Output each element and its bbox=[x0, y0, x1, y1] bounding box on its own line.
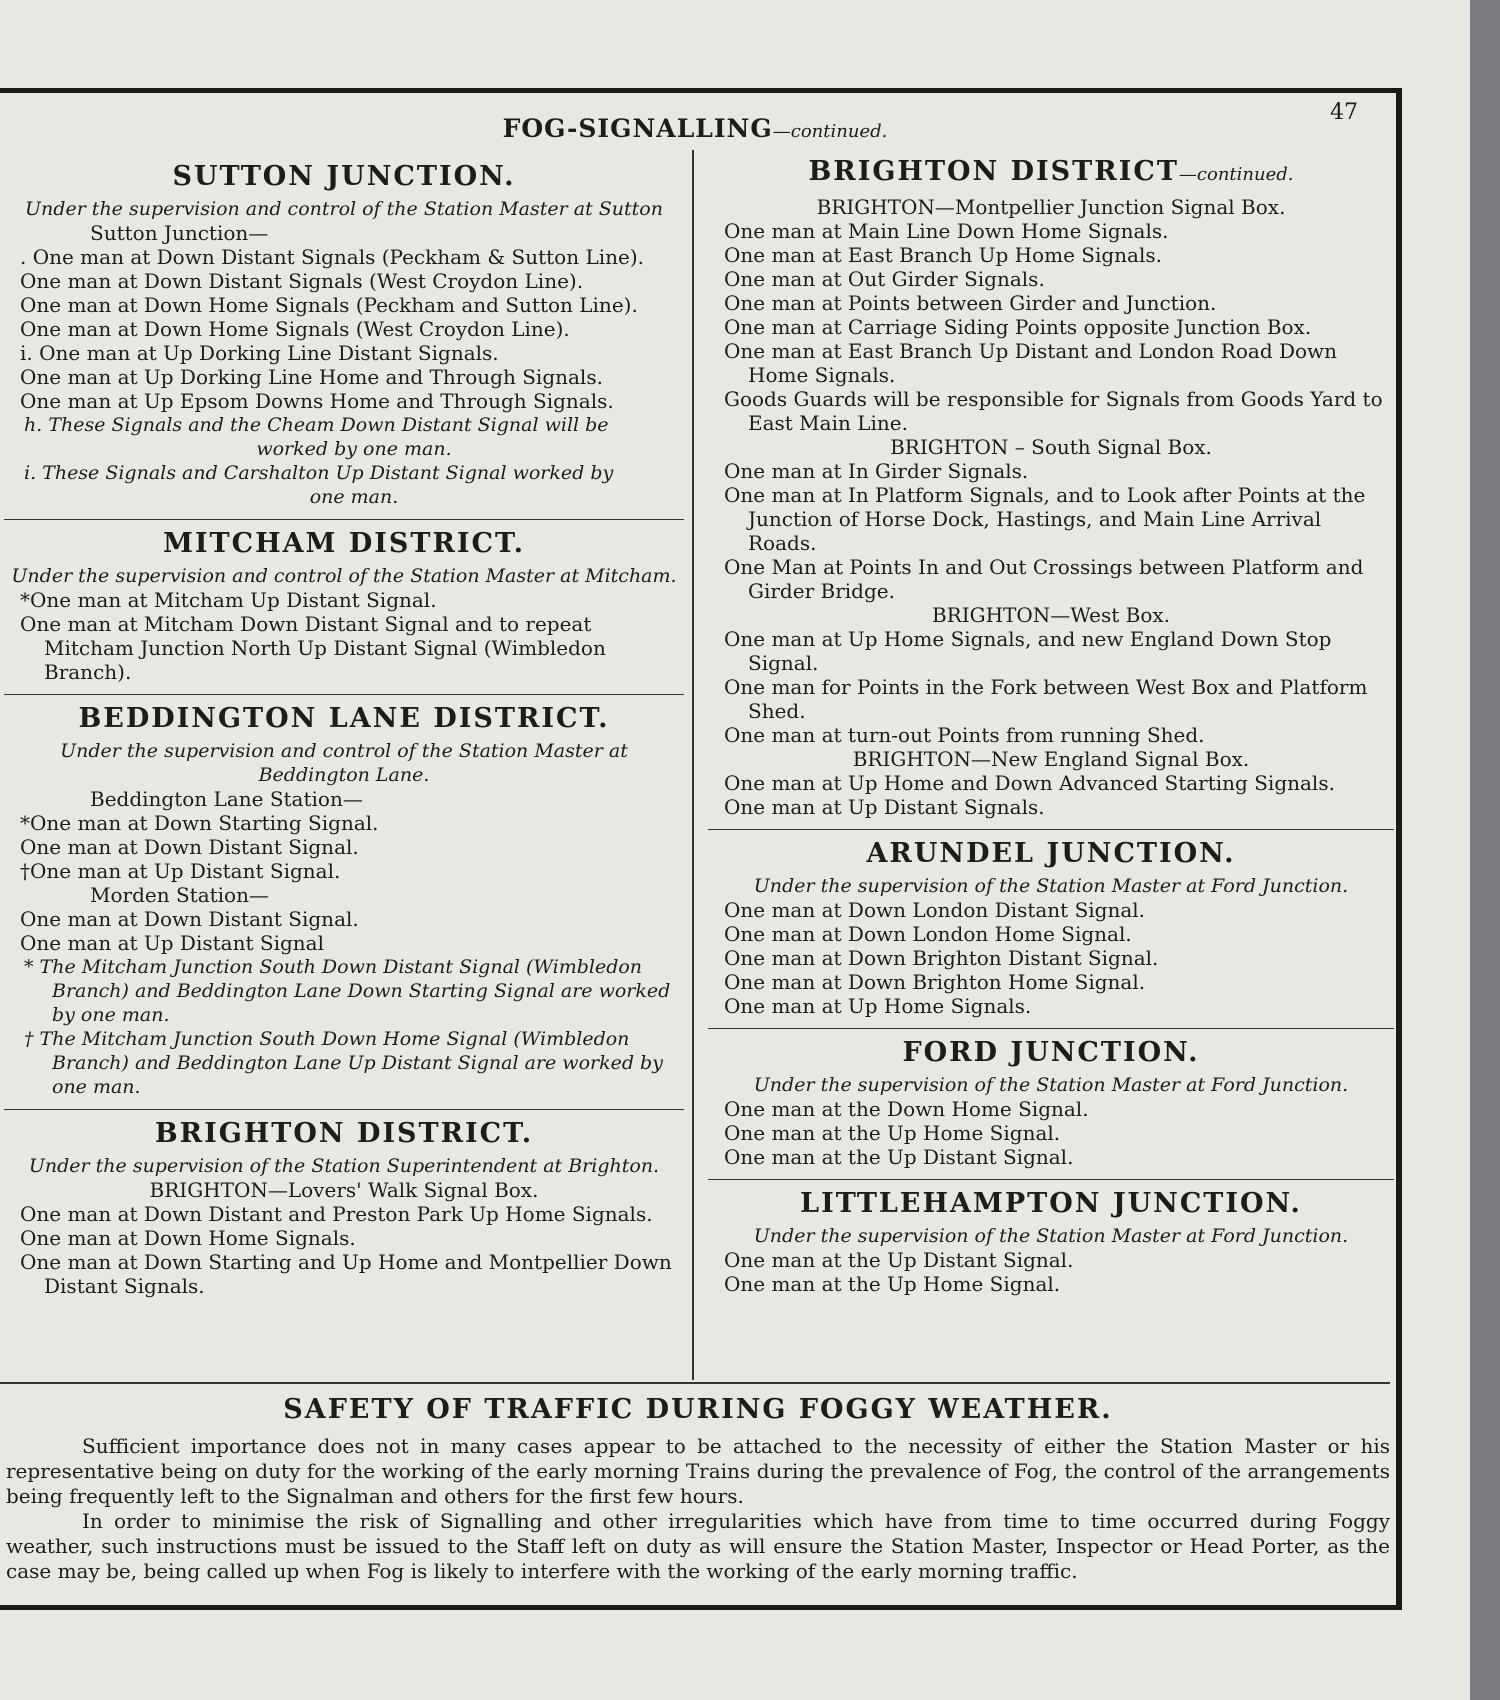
list-item: One man at Up Epsom Downs Home and Through Signals. bbox=[20, 389, 614, 413]
list-item: Goods Guards will be responsible for Signals from Goods Yard to East Main Line. bbox=[724, 387, 1383, 435]
paragraph: In order to minimise the risk of Signalling and other irregularities which have from time to time occurred during Foggy weather, such instructions must be issued to the Staff left on duty as will ensure the Station Master, Inspector or Head Porter, as the case may be, being called up when Fog is likely to interfere with the working of the early morning traffic. bbox=[6, 1509, 1390, 1583]
list-item: *One man at Down Starting Signal. bbox=[20, 811, 379, 835]
list-item: One man at the Down Home Signal. bbox=[724, 1097, 1089, 1121]
ford-section bbox=[708, 1035, 1394, 1169]
list-item: One man at Down London Home Signal. bbox=[724, 922, 1132, 946]
footnote: † The Mitcham Junction South Down Home Signal (Wimbledon Branch) and Beddington Lane Up Distant Signal are worked by one man. bbox=[24, 1028, 663, 1098]
subheading: Sutton Junction— bbox=[90, 221, 269, 245]
list-item: One man at the Up Home Signal. bbox=[724, 1121, 1061, 1145]
list-item: One man at Up Home Signals, and new England Down Stop Signal. bbox=[724, 627, 1332, 675]
right-column bbox=[708, 150, 1394, 1296]
list-item: One man at Up Dorking Line Home and Through Signals. bbox=[20, 365, 603, 389]
list-item: One man at the Up Distant Signal. bbox=[724, 1248, 1074, 1272]
list-item: One man at Down Brighton Home Signal. bbox=[724, 970, 1146, 994]
list-item: One man at Out Girder Signals. bbox=[724, 267, 1045, 291]
list-item: One man at Down London Distant Signal. bbox=[724, 898, 1146, 922]
list-item: i. One man at Up Dorking Line Distant Signals. bbox=[20, 341, 499, 365]
list-item: One man at turn-out Points from running Shed. bbox=[724, 723, 1205, 747]
signal-box-heading: BRIGHTON—Montpellier Junction Signal Box. bbox=[816, 195, 1286, 219]
subheading: Beddington Lane Station— bbox=[90, 787, 363, 811]
section-title: BEDDINGTON LANE DISTRICT. bbox=[78, 703, 610, 734]
littlehampton-section bbox=[708, 1186, 1394, 1296]
list-item: . One man at Down Distant Signals (Peckham & Sutton Line). bbox=[20, 245, 645, 269]
safety-section bbox=[6, 1392, 1390, 1584]
supervision-note: Under the supervision of the Station Superintendent at Brighton. bbox=[28, 1155, 660, 1177]
list-item: One man at the Up Home Signal. bbox=[724, 1272, 1061, 1296]
supervision-note: Under the supervision of the Station Master at Ford Junction. bbox=[753, 875, 1349, 897]
list-item: One man at Up Home Signals. bbox=[724, 994, 1032, 1018]
list-item: †One man at Up Distant Signal. bbox=[20, 859, 341, 883]
section-title-text: BRIGHTON DISTRICT bbox=[808, 156, 1179, 187]
section-title: LITTLEHAMPTON JUNCTION. bbox=[800, 1188, 1302, 1219]
signal-box-heading: BRIGHTON—West Box. bbox=[931, 603, 1171, 627]
supervision-note: Under the supervision of the Station Master at Ford Junction. bbox=[753, 1225, 1349, 1247]
paragraph: Sufficient importance does not in many cases appear to be attached to the necessity of either the Station Master or his representative being on duty for the working of the early morning Trains during the prevalence of Fog, the control of the arrangements being frequently left to the Signalman and others for the first few hours. bbox=[6, 1434, 1390, 1508]
section-divider bbox=[4, 519, 684, 520]
running-head-title: FOG-SIGNALLING bbox=[502, 114, 773, 143]
brighton-left-section bbox=[4, 1116, 684, 1298]
signal-box-heading: BRIGHTON – South Signal Box. bbox=[890, 435, 1212, 459]
mitcham-section bbox=[4, 526, 684, 684]
supervision-note: Under the supervision of the Station Master at Ford Junction. bbox=[753, 1074, 1349, 1096]
list-item: One man at Up Distant Signal bbox=[20, 931, 324, 955]
list-item: One man at Down Distant Signals (West Croydon Line). bbox=[20, 269, 584, 293]
section-title: BRIGHTON DISTRICT. bbox=[154, 1118, 534, 1149]
section-title: ARUNDEL JUNCTION. bbox=[866, 838, 1236, 869]
section-title-suffix: —continued. bbox=[1178, 164, 1294, 185]
list-item: One man at Mitcham Down Distant Signal and to repeat Mitcham Junction North Up Distant Signal (Wimbledon Branch). bbox=[20, 612, 606, 684]
list-item: One man at In Girder Signals. bbox=[724, 459, 1029, 483]
running-head bbox=[0, 114, 1390, 143]
section-title: SAFETY OF TRAFFIC DURING FOGGY WEATHER. bbox=[283, 1394, 1113, 1425]
section-divider bbox=[4, 1109, 684, 1110]
list-item: One man at East Branch Up Distant and London Road Down Home Signals. bbox=[724, 339, 1338, 387]
page-number: 47 bbox=[1330, 100, 1358, 125]
list-item: One man at Down Home Signals. bbox=[20, 1226, 356, 1250]
sutton-section bbox=[4, 159, 684, 509]
list-item: One man at Up Distant Signals. bbox=[724, 795, 1045, 819]
subheading: BRIGHTON—Lovers' Walk Signal Box. bbox=[149, 1178, 539, 1202]
supervision-note: Under the supervision and control of the Station Master at Sutton bbox=[25, 198, 663, 220]
arundel-section bbox=[708, 836, 1394, 1018]
left-column bbox=[4, 155, 684, 1298]
list-item: One man at Down Home Signals (Peckham and Sutton Line). bbox=[20, 293, 638, 317]
section-title bbox=[708, 154, 1394, 193]
section-divider bbox=[0, 1382, 1390, 1384]
footnote: i. These Signals and Carshalton Up Distant Signal worked by bbox=[24, 462, 614, 484]
list-item: One man at Down Starting and Up Home and Montpellier Down Distant Signals. bbox=[20, 1250, 672, 1298]
list-item: One man at In Platform Signals, and to Look after Points at the Junction of Horse Dock, Hastings, and Main Line Arrival Roads. bbox=[724, 483, 1366, 555]
list-item: One man at Down Brighton Distant Signal. bbox=[724, 946, 1159, 970]
section-divider bbox=[708, 1179, 1394, 1180]
list-item: *One man at Mitcham Up Distant Signal. bbox=[20, 588, 437, 612]
running-head-suffix: —continued. bbox=[772, 121, 888, 142]
section-divider bbox=[4, 694, 684, 695]
list-item: One man at Down Distant and Preston Park Up Home Signals. bbox=[20, 1202, 653, 1226]
footnote-cont: worked by one man. bbox=[256, 438, 452, 460]
section-title: FORD JUNCTION. bbox=[902, 1037, 1200, 1068]
subheading: Morden Station— bbox=[90, 883, 269, 907]
list-item: One man at East Branch Up Home Signals. bbox=[724, 243, 1162, 267]
list-item: One Man at Points In and Out Crossings between Platform and Girder Bridge. bbox=[724, 555, 1364, 603]
section-title: SUTTON JUNCTION. bbox=[172, 161, 516, 192]
list-item: One man at the Up Distant Signal. bbox=[724, 1145, 1074, 1169]
footnote: * The Mitcham Junction South Down Distant Signal (Wimbledon Branch) and Beddington Lane Down Starting Signal are worked by one man. bbox=[24, 956, 671, 1026]
supervision-note: Under the supervision and control of the Station Master at Mitcham. bbox=[11, 565, 677, 587]
list-item: One man at Main Line Down Home Signals. bbox=[724, 219, 1169, 243]
section-title: MITCHAM DISTRICT. bbox=[162, 528, 526, 559]
section-divider bbox=[708, 1028, 1394, 1029]
list-item: One man at Down Distant Signal. bbox=[20, 835, 359, 859]
list-item: One man for Points in the Fork between West Box and Platform Shed. bbox=[724, 675, 1368, 723]
section-divider bbox=[708, 829, 1394, 830]
list-item: One man at Carriage Siding Points opposite Junction Box. bbox=[724, 315, 1312, 339]
column-divider bbox=[692, 150, 694, 1380]
supervision-note: Under the supervision and control of the Station Master at Beddington Lane. bbox=[60, 740, 628, 786]
footnote-cont: one man. bbox=[309, 486, 399, 508]
list-item: One man at Points between Girder and Junction. bbox=[724, 291, 1217, 315]
footnote: h. These Signals and the Cheam Down Distant Signal will be bbox=[24, 414, 609, 436]
signal-box-heading: BRIGHTON—New England Signal Box. bbox=[852, 747, 1250, 771]
list-item: One man at Down Home Signals (West Croydon Line). bbox=[20, 317, 570, 341]
beddington-section bbox=[4, 701, 684, 1099]
brighton-right-section bbox=[708, 154, 1394, 819]
list-item: One man at Up Home and Down Advanced Starting Signals. bbox=[724, 771, 1335, 795]
list-item: One man at Down Distant Signal. bbox=[20, 907, 359, 931]
